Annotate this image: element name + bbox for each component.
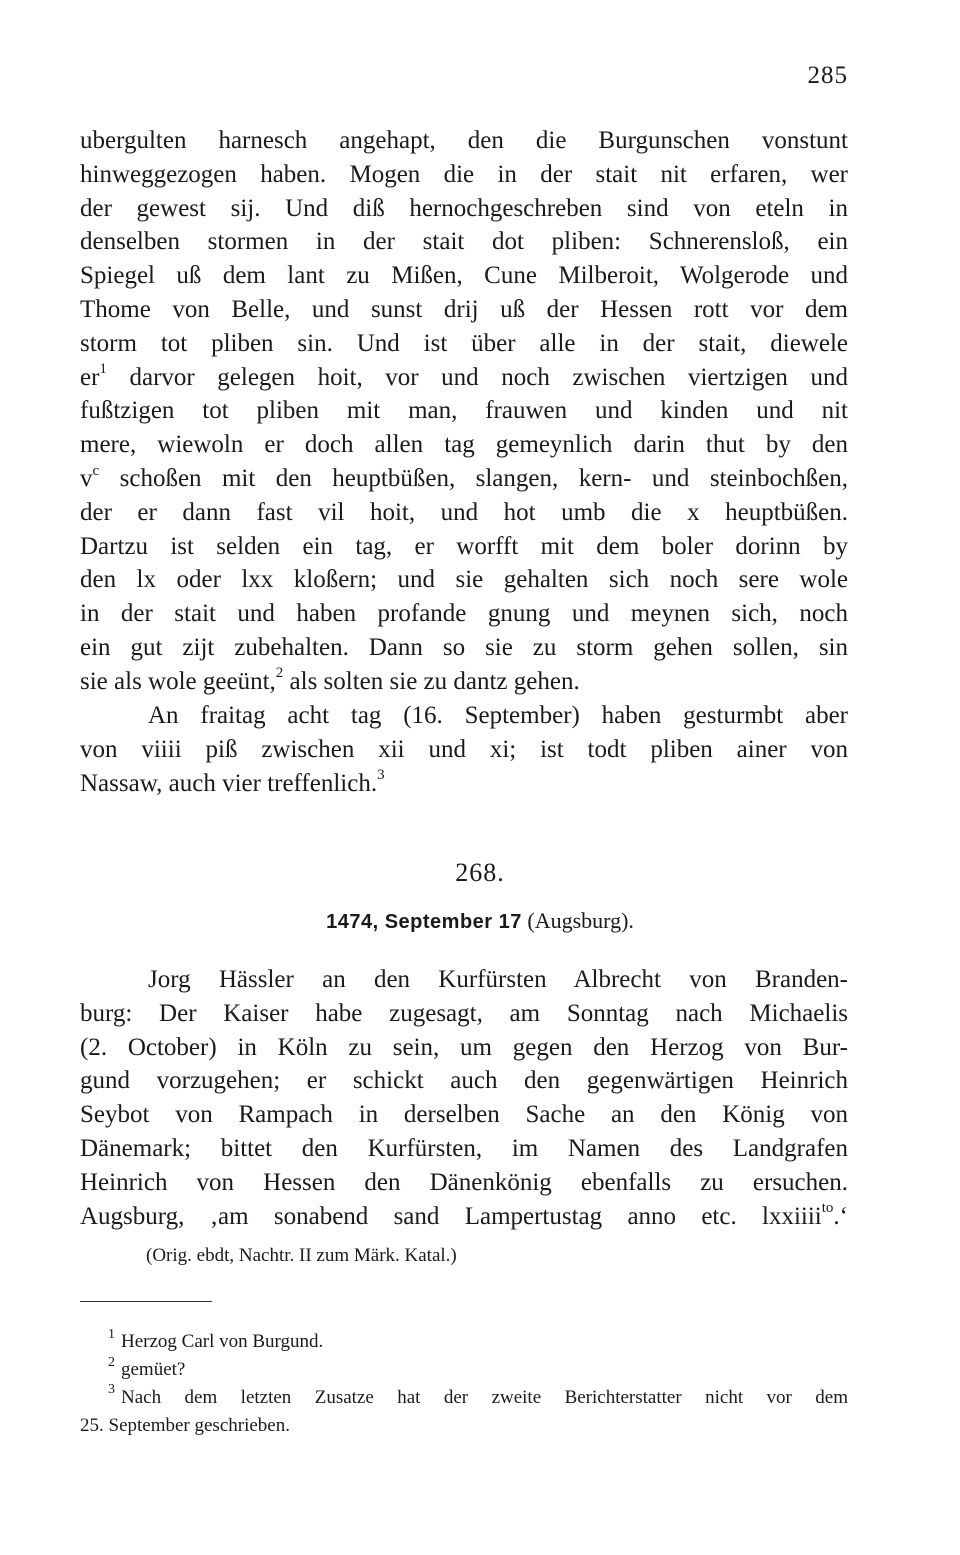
- heading-date: 1474, September 17: [326, 911, 522, 933]
- text-line: (2. October) in Köln zu sein, um gegen den Herzog von Bur-: [80, 1033, 848, 1061]
- text-line: Heinrich von Hessen den Dänenkönig ebenfalls zu ersuchen.: [80, 1168, 848, 1196]
- footnote: [80, 1384, 848, 1412]
- text-line: [80, 665, 848, 699]
- text-fragment: .‘: [833, 1202, 848, 1230]
- footnote-mark: 1: [108, 1326, 115, 1342]
- text-fragment: Nassaw, auch vier treffenlich.: [80, 769, 378, 797]
- text-line: Thome von Belle, und sunst drij uß der Hessen rott vor dem: [80, 295, 848, 323]
- text-fragment: schoßen mit den heuptbüßen, slangen, kern- und steinbochßen,: [99, 464, 848, 492]
- text-line: der er dann fast vil hoit, und hot umb die x heuptbüßen.: [80, 498, 848, 526]
- heading-place: (Augsburg).: [527, 908, 634, 933]
- footnote-continuation: 25. September geschrieben.: [80, 1415, 290, 1436]
- source-note: (Orig. ebdt, Nachtr. II zum Märk. Katal.): [146, 1245, 457, 1266]
- text-line: Dänemark; bittet den Kurfürsten, im Namen des Landgrafen: [80, 1134, 848, 1162]
- text-line: hinweggezogen haben. Mogen die in der stait nit erfaren, wer: [80, 160, 848, 188]
- text-line: denselben stormen in der stait dot pliben: Schnerensloß, ein: [80, 228, 848, 256]
- paragraph-summary: [80, 963, 848, 1233]
- text-line: fußtzigen tot pliben mit man, frauwen und kinden und nit: [80, 397, 848, 425]
- superscript: to: [821, 1200, 834, 1217]
- footnote-mark: 2: [108, 1354, 115, 1370]
- text-line: ein gut zijt zubehalten. Dann so sie zu storm gehen sollen, sin: [80, 633, 848, 661]
- text-line: der gewest sij. Und diß hernochgeschreben sind von eteln in: [80, 194, 848, 222]
- text-line: burg: Der Kaiser habe zugesagt, am Sonntag nach Michaelis: [80, 999, 848, 1027]
- footnote-mark: 3: [108, 1382, 115, 1397]
- document-number: 268.: [455, 858, 505, 887]
- paragraph-report: [80, 124, 848, 699]
- footnote-text: gemüet?: [121, 1359, 186, 1380]
- text-fragment: darvor gelegen hoit, vor und noch zwischen viertzigen und: [106, 363, 848, 391]
- text-line: An fraitag acht tag (16. September) haben gesturmbt aber: [148, 702, 848, 729]
- footnote: [80, 1356, 848, 1384]
- page-number: 285: [807, 62, 848, 89]
- footnote-text: Herzog Carl von Burgund.: [121, 1331, 324, 1352]
- text-line: gund vorzugehen; er schickt auch den gegenwärtigen Heinrich: [80, 1067, 848, 1095]
- text-line: [80, 361, 848, 395]
- text-line: mere, wiewoln er doch allen tag gemeynlich darin thut by den: [80, 431, 848, 459]
- text-fragment: er: [80, 363, 100, 391]
- text-line: Dartzu ist selden ein tag, er worfft mit dem boler dorinn by: [80, 532, 848, 560]
- text-line: Seybot von Rampach in derselben Sache an den König von: [80, 1101, 848, 1129]
- text-line: ubergulten harnesch angehapt, den die Burgunschen vonstunt: [80, 127, 848, 154]
- text-line: storm tot pliben sin. Und ist über alle in der stait, diewele: [80, 329, 848, 357]
- document-heading: [0, 908, 960, 934]
- footnote-divider: [80, 1301, 212, 1302]
- text-fragment: v: [80, 464, 93, 492]
- footnote-text: Nach dem letzten Zusatze hat der zweite Berichterstatter nicht vor dem: [121, 1387, 848, 1408]
- superscript: c: [92, 462, 100, 479]
- text-fragment: sie als wole geeünt,: [80, 667, 276, 695]
- text-line: in der stait und haben profande gnung und meynen sich, noch: [80, 600, 848, 628]
- footnote-ref-2: 2: [275, 665, 284, 682]
- text-fragment: Augsburg, ‚am sonabend sand Lampertustag anno etc. lxxiiii: [80, 1202, 822, 1230]
- text-line: Jorg Hässler an den Kurfürsten Albrecht von Branden-: [148, 966, 848, 993]
- footnote: [80, 1328, 848, 1356]
- footnote-ref-1: 1: [99, 361, 107, 378]
- text-line: [80, 1200, 848, 1234]
- text-line: [80, 767, 848, 801]
- text-fragment: als solten sie zu dantz gehen.: [283, 667, 580, 695]
- footnote-ref-3: 3: [377, 767, 385, 784]
- text-line: von viiii piß zwischen xii und xi; ist todt pliben ainer von: [80, 735, 848, 763]
- footnotes: [80, 1328, 848, 1440]
- text-line: den lx oder lxx kloßern; und sie gehalten sich noch sere wole: [80, 566, 848, 594]
- paragraph-assault: [80, 699, 848, 800]
- text-line: Spiegel uß dem lant zu Mißen, Cune Milberoit, Wolgerode und: [80, 262, 848, 290]
- text-line: [80, 462, 848, 496]
